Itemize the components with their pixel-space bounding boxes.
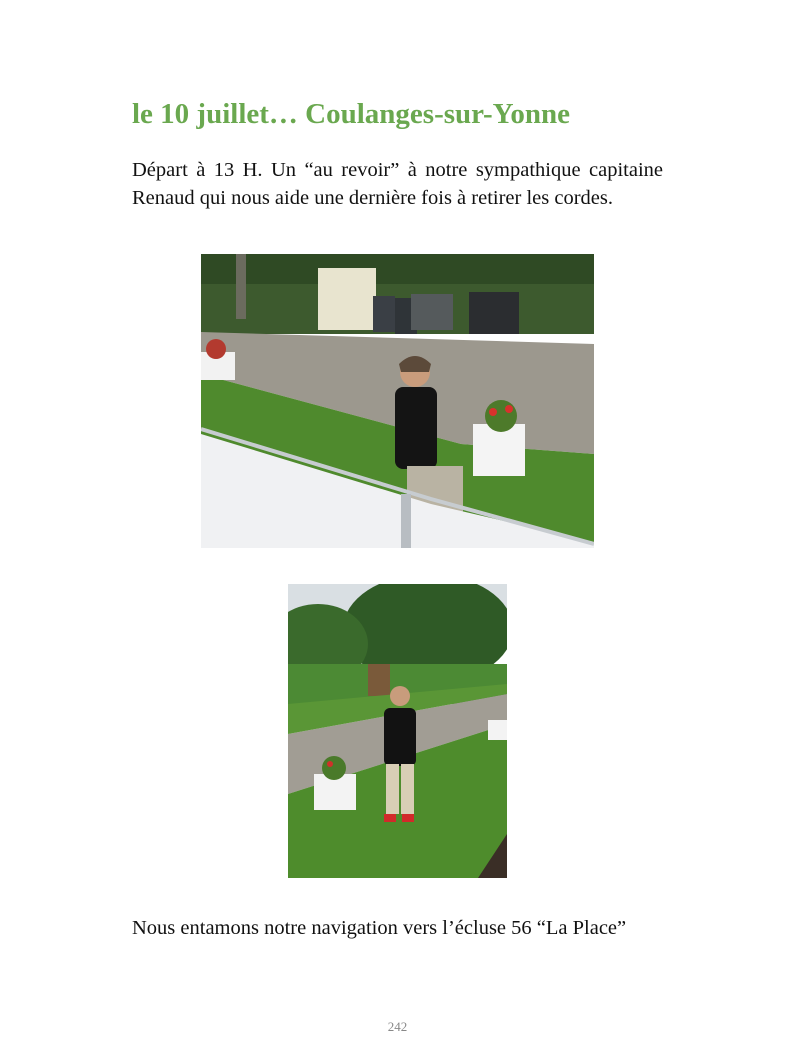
- page-number: 242: [387, 1019, 408, 1034]
- photo-captain-ropes: [201, 254, 594, 548]
- paragraph-navigation: Nous entamons notre navigation vers l’écluse 56 “La Place”: [132, 917, 627, 939]
- page-title: le 10 juillet… Coulanges-sur-Yonne: [132, 98, 570, 130]
- paragraph-departure: Départ à 13 H. Un “au revoir” à notre sympathique capitaine Renaud qui nous aide une dernière fois à retirer les cordes.: [132, 159, 663, 209]
- photo-man-standing: [288, 584, 507, 878]
